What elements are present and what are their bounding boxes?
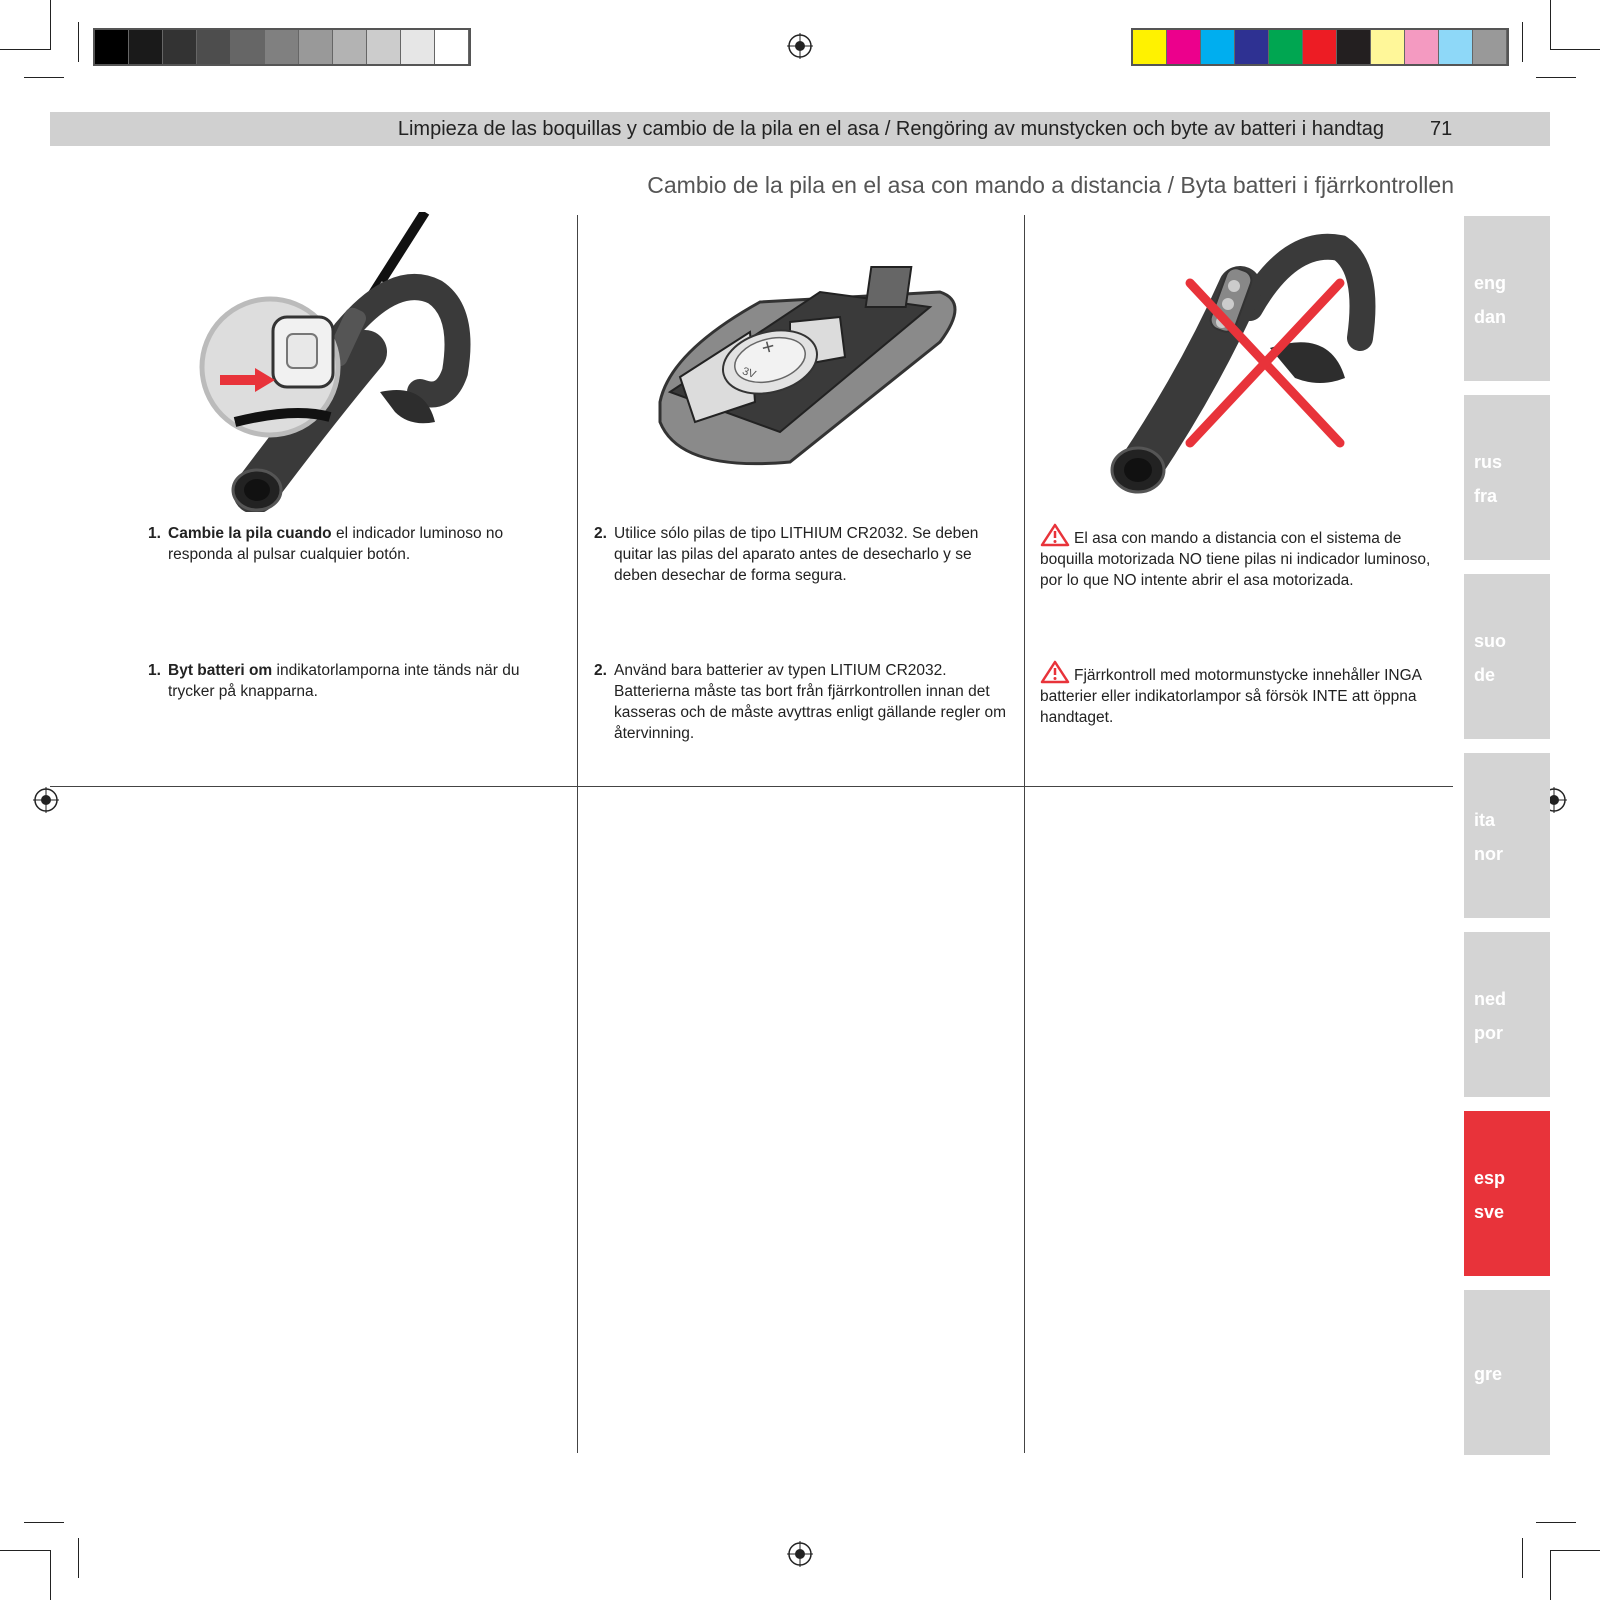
step-number: 2. (594, 525, 607, 542)
step-text: el indicador luminoso no responda al pulsar cualquier botón. (168, 525, 504, 563)
tab-label: nor (1474, 844, 1503, 864)
motorized-handle-illustration (1100, 228, 1380, 508)
tab-rus-fra[interactable] (1464, 395, 1550, 560)
crop-mark (1536, 77, 1576, 78)
crop-mark (50, 1550, 51, 1600)
battery-voltage-label: 3V (740, 365, 758, 382)
grayscale-swatch (129, 30, 163, 64)
color-swatch (1235, 30, 1269, 64)
battery-compartment-illustration (640, 262, 960, 472)
warning-triangle-icon (1040, 660, 1070, 684)
color-swatch (1473, 30, 1507, 64)
step-1-sv (148, 660, 548, 702)
crop-mark (1550, 0, 1551, 50)
color-swatch (1303, 30, 1337, 64)
color-swatch (1439, 30, 1473, 64)
crop-mark (0, 1550, 50, 1551)
crop-mark (50, 0, 51, 50)
grayscale-swatch (265, 30, 299, 64)
column-divider (577, 215, 578, 1453)
color-swatch (1133, 30, 1167, 64)
battery-plus-label: + (758, 333, 778, 361)
grayscale-swatch (299, 30, 333, 64)
tab-label: dan (1474, 307, 1507, 327)
tab-label: de (1474, 665, 1496, 685)
color-calibration-bar (1131, 28, 1509, 66)
tab-esp-sve-active[interactable] (1464, 1111, 1550, 1276)
step-text: Utilice sólo pilas de tipo LITHIUM CR2032. Se deben quitar las pilas del aparato antes de desecharlo y se deben desechar de forma segura. (614, 525, 979, 584)
grayscale-swatch (95, 30, 129, 64)
step-2-sv (594, 660, 1014, 744)
crop-mark (24, 77, 64, 78)
page-number: 71 (1430, 118, 1453, 140)
crop-mark (1522, 22, 1523, 62)
step-2-es (594, 523, 999, 586)
tab-label: suo (1474, 631, 1507, 651)
step-number: 1. (148, 525, 161, 542)
tab-label: esp (1474, 1168, 1506, 1188)
tab-label: eng (1474, 273, 1507, 293)
crop-mark (1550, 1550, 1551, 1600)
section-title: Cambio de la pila en el asa con mando a distancia / Byta batteri i fjärrkontrollen (647, 172, 1454, 198)
tab-ned-por[interactable] (1464, 932, 1550, 1097)
crop-mark (24, 1522, 64, 1523)
column-divider (1024, 215, 1025, 1453)
step-text: indikatorlamporna inte tänds när du trycker på knapparna. (168, 662, 520, 700)
step-number: 2. (594, 662, 607, 679)
grayscale-swatch (401, 30, 435, 64)
color-swatch (1201, 30, 1235, 64)
step-1-es (148, 523, 548, 565)
step-bold-lead: Cambie la pila cuando (168, 525, 332, 542)
warning-es (1040, 523, 1452, 591)
color-swatch (1167, 30, 1201, 64)
tab-label: por (1474, 1023, 1503, 1043)
grayscale-calibration-bar (93, 28, 471, 66)
grayscale-swatch (435, 30, 469, 64)
grayscale-swatch (333, 30, 367, 64)
grayscale-swatch (231, 30, 265, 64)
grayscale-swatch (197, 30, 231, 64)
tab-suo-de[interactable] (1464, 574, 1550, 739)
color-swatch (1337, 30, 1371, 64)
tab-eng-dan[interactable] (1464, 216, 1550, 381)
row-divider (50, 786, 1453, 787)
registration-mark-icon (787, 33, 813, 59)
color-swatch (1269, 30, 1303, 64)
tab-label: ita (1474, 810, 1496, 830)
registration-mark-icon (33, 787, 59, 813)
tab-gre[interactable] (1464, 1290, 1550, 1455)
step-bold-lead: Byt batteri om (168, 662, 273, 679)
tab-ita-nor[interactable] (1464, 753, 1550, 918)
header-title: Limpieza de las boquillas y cambio de la pila en el asa / Rengöring av munstycken och byte av batteri i handtag (397, 118, 1384, 140)
tab-label: ned (1474, 989, 1507, 1009)
handle-screwdriver-illustration (195, 212, 485, 512)
tab-label: fra (1474, 486, 1498, 506)
crop-mark (1550, 1550, 1600, 1551)
grayscale-swatch (367, 30, 401, 64)
warning-sv (1040, 660, 1445, 728)
grayscale-swatch (163, 30, 197, 64)
tab-label: gre (1474, 1364, 1503, 1384)
color-swatch (1371, 30, 1405, 64)
tab-label: sve (1474, 1202, 1505, 1222)
color-swatch (1405, 30, 1439, 64)
warning-text: El asa con mando a distancia con el sistema de boquilla motorizada NO tiene pilas ni indicador luminoso, por lo que NO intente abrir el asa motorizada. (1040, 530, 1431, 589)
registration-mark-icon (787, 1541, 813, 1567)
warning-text: Fjärrkontroll med motormunstycke innehåller INGA batterier eller indikatorlampor så försök INTE att öppna handtaget. (1040, 667, 1422, 726)
crop-mark (1522, 1538, 1523, 1578)
crop-mark (1536, 1522, 1576, 1523)
step-number: 1. (148, 662, 161, 679)
warning-triangle-icon (1040, 523, 1070, 547)
step-text: Använd bara batterier av typen LITIUM CR2032. Batterierna måste tas bort från fjärrkontrollen innan det kasseras och de måste avyttras enligt gällande regler om återvinning. (614, 662, 1007, 742)
tab-label: rus (1474, 452, 1503, 472)
crop-mark (1550, 49, 1600, 50)
crop-mark (0, 49, 50, 50)
crop-mark (78, 22, 79, 62)
crop-mark (78, 1538, 79, 1578)
